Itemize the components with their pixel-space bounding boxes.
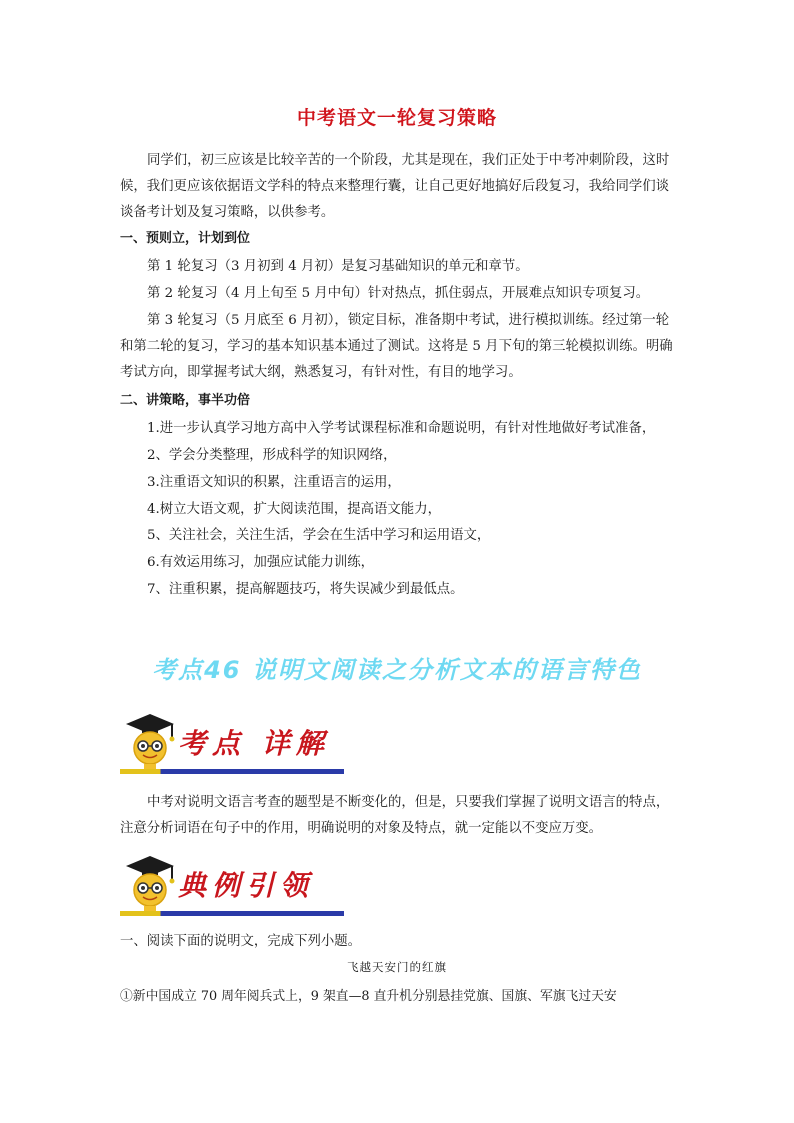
section1-paragraph-2: 第 2 轮复习（4 月上旬至 5 月中旬）针对热点，抓住弱点，开展难点知识专项复习。 bbox=[147, 286, 650, 301]
banner-kaodian-detail bbox=[120, 708, 350, 778]
page-title: 中考语文一轮复习策略 bbox=[296, 107, 497, 129]
section1-paragraph-3: 第 3 轮复习（5 月底至 6 月初），锁定目标，准备期中考试，进行模拟训练。经过第一轮和第二轮的复习，学习的基本知识基本通过了测试。这将是 5 月下旬的第三轮模拟训练。明确考试方向，即掌握考试大纲，熟悉复习，有针对性，有目的地学习。 bbox=[120, 313, 673, 380]
list-item: 6.有效运用练习，加强应试能力训练， bbox=[147, 555, 375, 570]
professor-icon bbox=[120, 850, 180, 920]
banner-label: 典例引领 bbox=[178, 869, 315, 902]
banner-underline bbox=[120, 769, 344, 774]
section1-heading: 一、预则立，计划到位 bbox=[120, 231, 251, 246]
professor-icon bbox=[120, 708, 180, 778]
section1-paragraph-1: 第 1 轮复习（3 月初到 4 月初）是复习基础知识的单元和章节。 bbox=[147, 259, 529, 274]
list-item: 3.注重语文知识的积累，注重语言的运用， bbox=[147, 475, 401, 490]
banner-underline bbox=[120, 911, 344, 916]
list-item: 4.树立大语文观，扩大阅读范围，提高语文能力， bbox=[147, 502, 441, 517]
kaodian-title: 考点46 说明文阅读之分析文本的语言特色 bbox=[152, 656, 642, 684]
detail-paragraph: 中考对说明文语言考查的题型是不断变化的，但是，只要我们掌握了说明文语言的特点，注意分析词语在句子中的作用，明确说明的对象及特点，就一定能以不变应万变。 bbox=[120, 795, 670, 836]
list-item: 1.进一步认真学习地方高中入学考试课程标准和命题说明，有针对性地做好考试准备， bbox=[147, 421, 656, 436]
example-instruction: 一、阅读下面的说明文，完成下列小题。 bbox=[120, 934, 362, 949]
intro-paragraph: 同学们，初三应该是比较辛苦的一个阶段，尤其是现在，我们正处于中考冲刺阶段，这时候，我们更应该依据语文学科的特点来整理行囊，让自己更好地搞好后段复习，我给同学们谈谈备考计划及复习策略，以供参考。 bbox=[120, 153, 670, 220]
banner-example bbox=[120, 850, 350, 920]
article-first-line: ①新中国成立 70 周年阅兵式上，9 架直—8 直升机分别悬挂党旗、国旗、军旗飞过天安 bbox=[120, 989, 617, 1004]
list-item: 5、关注社会，关注生活，学会在生活中学习和运用语文， bbox=[147, 528, 491, 543]
list-item: 7、注重积累，提高解题技巧，将失误减少到最低点。 bbox=[147, 582, 464, 597]
article-title: 飞越天安门的红旗 bbox=[347, 960, 447, 974]
banner-label: 考点 详解 bbox=[178, 727, 330, 760]
section2-heading: 二、讲策略，事半功倍 bbox=[120, 393, 251, 408]
list-item: 2、学会分类整理，形成科学的知识网络， bbox=[147, 448, 397, 463]
